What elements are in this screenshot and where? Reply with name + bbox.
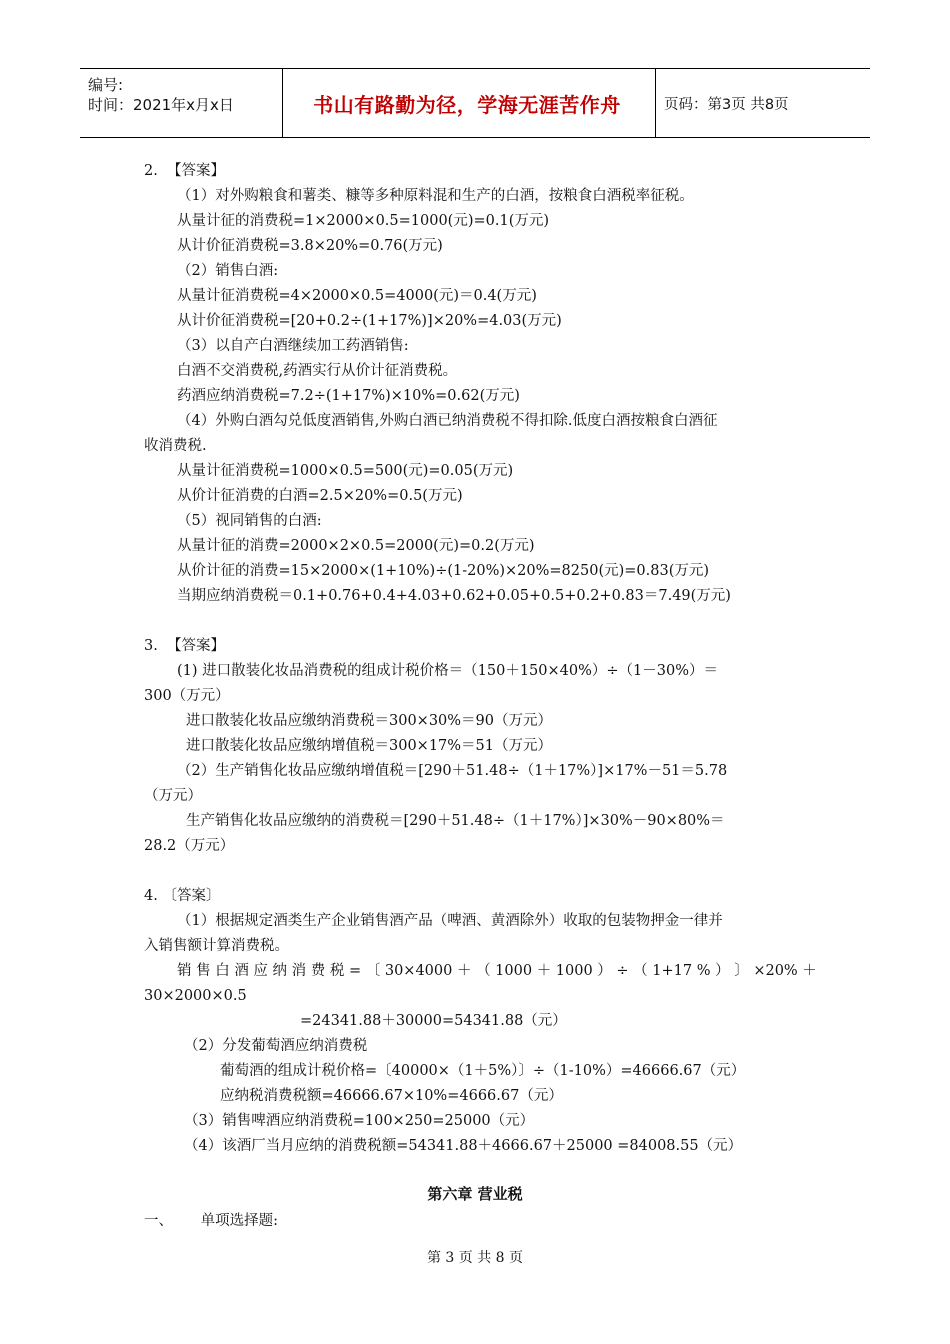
body-line: （2）分发葡萄酒应纳消费税	[184, 1038, 368, 1054]
body-line: 从计价征消费税=3.8×20%=0.76(万元)	[177, 238, 443, 254]
header-number: 编号:	[88, 76, 124, 94]
chapter-title: 第六章 营业税	[427, 1185, 523, 1203]
answer-2-heading: 2. 【答案】	[144, 163, 226, 179]
body-line: （3）以自产白酒继续加工药酒销售:	[177, 338, 409, 354]
answer-3-heading: 3. 【答案】	[144, 638, 226, 654]
body-line: 30×2000×0.5	[144, 988, 247, 1004]
section-heading: 一、 单项选择题:	[144, 1213, 279, 1229]
body-line: （5）视同销售的白酒:	[177, 513, 322, 529]
body-line: 入销售额计算消费税。	[144, 938, 289, 954]
body-line: 生产销售化妆品应缴纳的消费税＝[290＋51.48÷（1＋17%）]×30%－90×80%＝	[186, 813, 725, 829]
body-line: 从量计征消费税=1000×0.5=500(元)=0.05(万元)	[177, 463, 514, 479]
header-motto: 书山有路勤为径，学海无涯苦作舟	[313, 92, 621, 117]
body-line: (1) 进口散装化妆品消费税的组成计税价格＝（150＋150×40%）÷（1－30%）＝	[177, 663, 718, 679]
body-line: （4）外购白酒勾兑低度酒销售,外购白酒已纳消费税不得扣除.低度白酒按粮食白酒征	[177, 413, 718, 429]
body-line: （万元）	[144, 788, 202, 804]
header-meta	[88, 75, 234, 115]
body-line: 应纳税消费税额=46666.67×10%=4666.67（元）	[220, 1088, 563, 1104]
body-line: 收消费税.	[144, 438, 207, 454]
body-line: （4）该酒厂当月应纳的消费税额=54341.88＋4666.67＋25000 =84008.55（元）	[184, 1138, 743, 1154]
body-line: 销 售 白 酒 应 纳 消 费 税 = 〔 30×4000 ＋ （ 1000 ＋ 1000 ） ÷ （ 1+17 % ） 〕 ×20% ＋	[177, 963, 817, 979]
page-footer: 第 3 页 共 8 页	[426, 1250, 524, 1266]
body-line: 进口散装化妆品应缴纳消费税＝300×30%＝90（万元）	[186, 713, 553, 729]
body-line: 从量计征消费税=4×2000×0.5=4000(元)＝0.4(万元)	[177, 288, 537, 304]
body-line: 从量计征的消费税=1×2000×0.5=1000(元)=0.1(万元)	[177, 213, 550, 229]
body-line: （2）生产销售化妆品应缴纳增值税＝[290＋51.48÷（1＋17%）]×17%－51＝5.78	[177, 763, 728, 779]
body-line: （1）根据规定酒类生产企业销售酒产品（啤酒、黄酒除外）收取的包装物押金一律并	[177, 913, 723, 929]
body-line: 从计价征消费税=[20+0.2÷(1+17%)]×20%=4.03(万元)	[177, 313, 562, 329]
header-date: 时间：2021年x月x日	[88, 96, 234, 114]
body-line: 从价计征消费的白酒=2.5×20%=0.5(万元)	[177, 488, 463, 504]
body-line: =24341.88＋30000=54341.88（元）	[300, 1013, 567, 1029]
body-line: （2）销售白酒:	[177, 263, 279, 279]
body-line: 药酒应纳消费税=7.2÷(1+17%)×10%=0.62(万元)	[177, 388, 520, 404]
body-line: 葡萄酒的组成计税价格=〔40000×（1＋5%）〕÷（1-10%）=46666.67（元）	[220, 1063, 746, 1079]
answer-4-heading: 4. 〔答案〕	[144, 888, 221, 904]
body-line: 从价计征的消费=15×2000×(1+10%)÷(1-20%)×20%=8250(元)=0.83(万元)	[177, 563, 710, 579]
page-header	[80, 68, 870, 138]
header-page-info: 页码：第3页 共8页	[664, 96, 789, 113]
header-divider-2	[655, 69, 656, 137]
body-line: 28.2（万元）	[144, 838, 235, 854]
body-line: 当期应纳消费税＝0.1+0.76+0.4+4.03+0.62+0.05+0.5+0.2+0.83＝7.49(万元)	[177, 588, 731, 604]
body-line: （1）对外购粮食和薯类、糠等多种原料混和生产的白酒，按粮食白酒税率征税。	[177, 188, 694, 204]
body-line: 白酒不交消费税,药酒实行从价计征消费税。	[177, 363, 458, 379]
body-line: 进口散装化妆品应缴纳增值税＝300×17%＝51（万元）	[186, 738, 553, 754]
body-line: （3）销售啤酒应纳消费税=100×250=25000（元）	[184, 1113, 535, 1129]
body-line: 从量计征的消费=2000×2×0.5=2000(元)=0.2(万元)	[177, 538, 535, 554]
body-line: 300（万元）	[144, 688, 230, 704]
